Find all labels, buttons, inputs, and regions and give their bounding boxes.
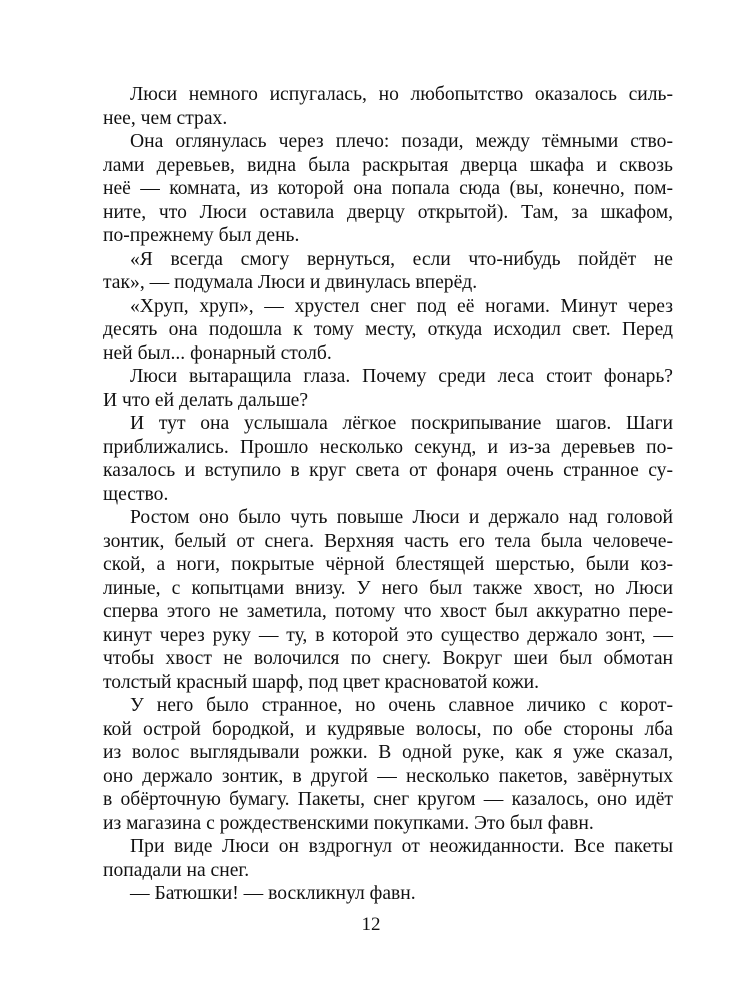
text-line: зонтик, белый от снега. Верхняя часть его тела была человече- xyxy=(103,530,673,552)
paragraph xyxy=(103,83,673,130)
text-line: щество. xyxy=(103,483,169,505)
text-line: приближались. Прошло несколько секунд, и из-за деревьев по- xyxy=(103,436,673,458)
text-line: Люси немного испугалась, но любопытство оказалось силь- xyxy=(130,84,673,105)
paragraph xyxy=(103,130,673,248)
paragraph xyxy=(103,835,673,882)
text-line: — Батюшки! — воскликнул фавн. xyxy=(130,883,416,904)
paragraph xyxy=(103,412,673,506)
text-line: У него было странное, но очень славное личико с корот- xyxy=(130,695,673,716)
text-line: кой острой бородкой, и кудрявые волосы, по обе стороны лба xyxy=(103,718,673,740)
page-number: 12 xyxy=(361,914,381,935)
paragraph xyxy=(103,248,673,295)
text-line: ните, что Люси оставила дверцу открытой). Там, за шкафом, xyxy=(103,201,673,223)
text-line: «Я всегда смогу вернуться, если что-нибудь пойдёт не xyxy=(130,248,673,270)
text-line: И что ей делать дальше? xyxy=(103,389,309,411)
text-line: Люси вытаращила глаза. Почему среди леса стоит фонарь? xyxy=(130,366,673,387)
text-line: При виде Люси он вздрогнул от неожиданности. Все пакеты xyxy=(130,836,673,857)
text-line: лами деревьев, видна была раскрытая дверца шкафа и сквозь xyxy=(103,154,673,176)
text-line: из магазина с рождественскими покупками. Это был фавн. xyxy=(103,812,594,834)
paragraph xyxy=(103,506,673,694)
paragraph xyxy=(103,365,673,412)
text-line: неё — комната, из которой она попала сюда (вы, конечно, пом- xyxy=(103,178,673,199)
page-body xyxy=(103,83,673,906)
text-line: так», — подумала Люси и двинулась вперёд. xyxy=(103,272,478,293)
text-line: по-прежнему был день. xyxy=(103,225,300,246)
text-line: линые, с копытцами внизу. У него был также хвост, но Люси xyxy=(103,577,673,599)
text-line: десять она подошла к тому месту, откуда исходил свет. Перед xyxy=(103,319,673,340)
text-line: оно держало зонтик, в другой — несколько пакетов, завёрнутых xyxy=(103,765,673,787)
paragraph xyxy=(103,295,673,366)
text-line: сперва этого не заметила, потому что хвост был аккуратно пере- xyxy=(103,601,673,622)
text-line: ской, а ноги, покрытые чёрной блестящей шерстью, были коз- xyxy=(103,554,673,575)
text-line: попадали на снег. xyxy=(103,859,250,881)
text-line: чтобы хвост не волочился по снегу. Вокруг шеи был обмотан xyxy=(103,648,673,669)
text-line: нее, чем страх. xyxy=(103,107,228,129)
text-line: Ростом оно было чуть повыше Люси и держало над головой xyxy=(130,507,673,528)
text-line: в обёрточную бумагу. Пакеты, снег кругом — казалось, оно идёт xyxy=(103,789,673,810)
text-line: Она оглянулась через плечо: позади, между тёмными ство- xyxy=(130,131,673,152)
text-line: И тут она услышала лёгкое поскрипывание шагов. Шаги xyxy=(130,413,673,434)
text-line: ней был... фонарный столб. xyxy=(103,342,332,364)
text-line: казалось и вступило в круг света от фонаря очень странное су- xyxy=(103,460,673,481)
text-line: толстый красный шарф, под цвет красноватой кожи. xyxy=(103,671,540,693)
text-line: из волос выглядывали рожки. В одной руке, как я уже сказал, xyxy=(103,742,673,763)
text-line: кинут через руку — ту, в которой это существо держало зонт, — xyxy=(103,624,673,646)
text-line: «Хруп, хруп», — хрустел снег под её ногами. Минут через xyxy=(130,295,673,317)
paragraph xyxy=(103,694,673,835)
paragraph xyxy=(103,882,673,906)
